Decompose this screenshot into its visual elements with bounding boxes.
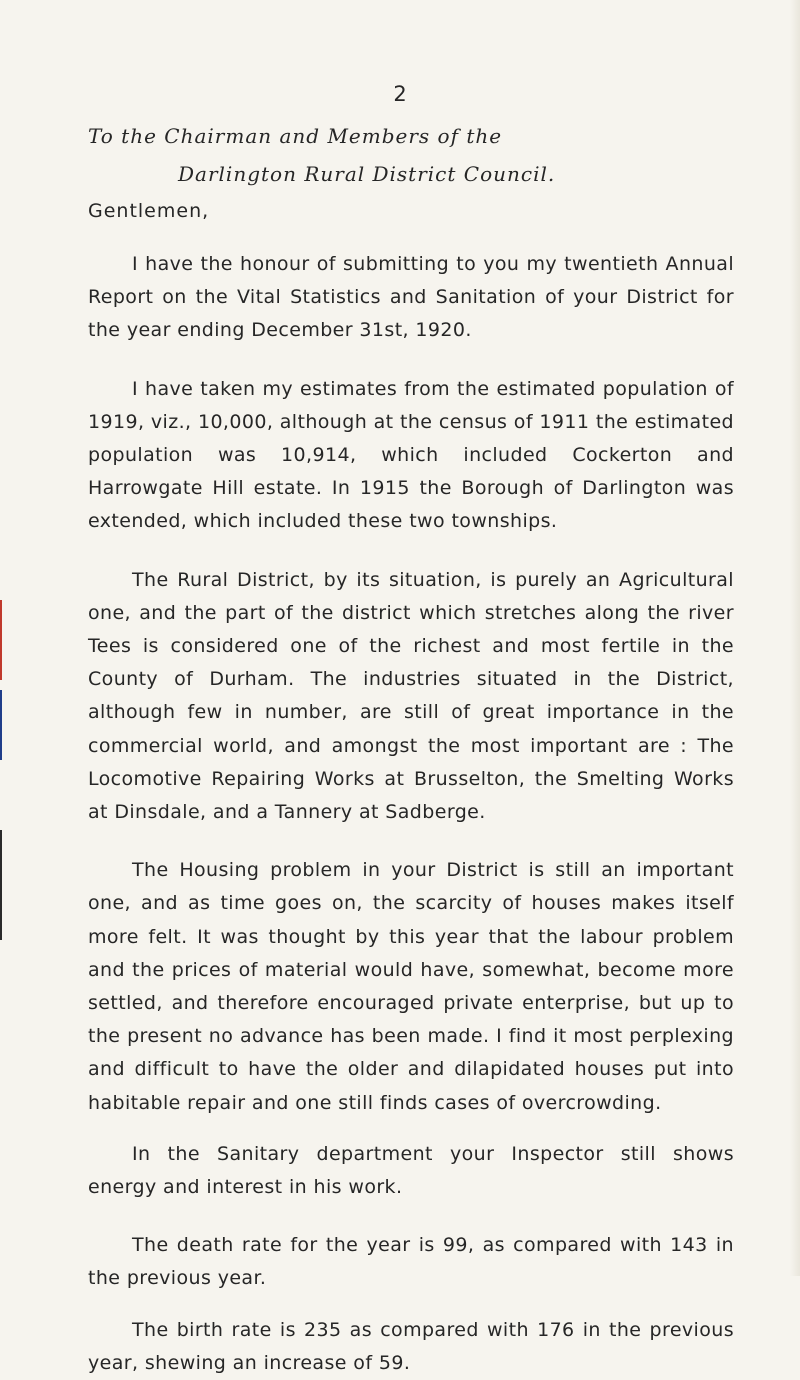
paragraph-intro: I have the honour of submitting to you my twentieth Annual Report on the Vital Statistics and Sanitation of your District for the year ending December 31st, 1920. bbox=[88, 253, 734, 342]
edge-mark-red bbox=[0, 600, 2, 680]
paragraph-housing: The Housing problem in your District is still an important one, and as time goes on, the scarcity of houses makes itself more felt. It was thought by this year that the labour problem and the prices of material would have, somewhat, become more settled, and therefore encouraged private enterprise, but up to the present no advance has been made. I find it most perplexing and difficult to have the older and dilapidated houses put into habitable repair and one still finds cases of overcrowding. bbox=[88, 859, 734, 1114]
address-line-2: Darlington Rural District Council. bbox=[178, 162, 556, 186]
address-line-1: To the Chairman and Members of the bbox=[88, 124, 503, 148]
report-body bbox=[88, 248, 734, 1380]
salutation: Gentlemen, bbox=[88, 200, 210, 222]
edge-mark-dark bbox=[0, 830, 2, 940]
paragraph-population: I have taken my estimates from the estimated population of 1919, viz., 10,000, although at the census of 1911 the estimated population was 10,914, which included Cockerton and Harrowgate Hill estate. In 1915 the Borough of Darlington was extended, which included these two townships. bbox=[88, 377, 734, 533]
paragraph-death-rate: The death rate for the year is 99, as compared with 143 in the previous year. bbox=[88, 1234, 734, 1290]
page-number: 2 bbox=[393, 82, 407, 106]
page-edge-shadow bbox=[790, 0, 800, 1276]
paragraph-sanitary: In the Sanitary department your Inspector still shows energy and interest in his work. bbox=[88, 1142, 734, 1199]
edge-mark-blue bbox=[0, 690, 2, 760]
paragraph-birth-rate: The birth rate is 235 as compared with 176 in the previous year, shewing an increase of 59. bbox=[88, 1318, 734, 1374]
paragraph-district: The Rural District, by its situation, is purely an Agricultural one, and the part of the district which stretches along the river Tees is considered one of the richest and most fertile in the County of Durham. The industries situated in the District, although few in number, are still of great importance in the commercial world, and amongst the most important are : The Locomotive Repairing Works at Brusselton, the Smelting Works at Dinsdale, and a Tannery at Sadberge. bbox=[88, 568, 734, 824]
